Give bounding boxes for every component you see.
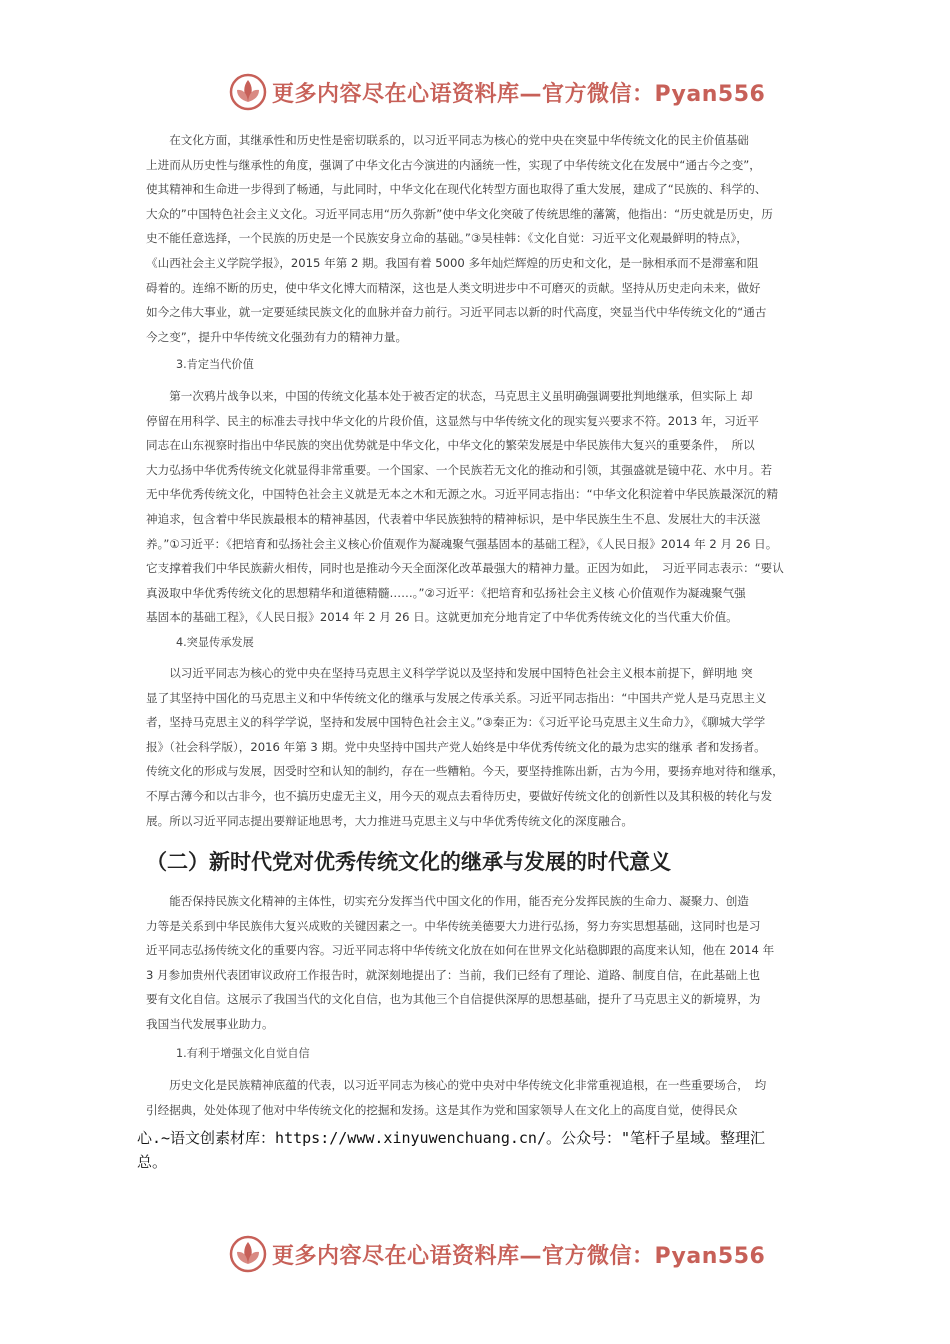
banner-text: 更多内容尽在心语资料库—官方微信：Pyan556 [272,81,766,107]
paragraph-era-significance [146,889,826,1037]
text-line: 如今之伟大事业，就一定要延续民族文化的血脉并奋力前行。习近平同志以新的时代高度，突显当代中华传统文化的“通古 [146,305,767,320]
text-line: 它支撑着我们中华民族薪火相传，同时也是推动今天全面深化改革最强大的精神力量。正因为如此， 习近平同志表示：“要认 [146,561,784,576]
text-line: 近平同志弘扬传统文化的重要内容。习近平同志将中华传统文化放在如何在世界文化站稳脚跟的高度来认知，他在 2014 年 [146,943,775,958]
text-line: 引经据典，处处体现了他对中华传统文化的挖掘和发扬。这是其作为党和国家领导人在文化上的高度自觉，使得民众 [146,1102,738,1117]
footer-source-note [137,1126,827,1174]
paragraph-contemporary-value [146,384,826,630]
text-line: 《山西社会主义学院学报》，2015 年第 2 期。我国有着 5000 多年灿烂辉煌的历史和文化，是一脉相承而不是滞塞和阻 [146,255,759,270]
flower-logo-icon [228,72,268,112]
subheading-affirm-contemporary-value: 3.肯定当代价值 [176,358,254,371]
text-line: 传统文化的形成与发展，因受时空和认知的制约，存在一些糟粕。今天，要坚持推陈出新，古为今用，要扬弃地对待和继承， [146,764,784,779]
paragraph-inheritance-development [146,661,826,833]
text-line: 神追求，包含着中华民族最根本的精神基因，代表着中华民族独特的精神标识，是中华民族生生不息、发展壮大的丰沃滋 [146,511,761,526]
text-line: 养。”①习近平：《把培育和弘扬社会主义核心价值观作为凝魂聚气强基固本的基础工程》，《人民日报》2014 年 2 月 26 日。 [146,536,778,551]
banner-wechat-id: Pyan556 [654,1243,766,1269]
text-line: 要有文化自信。这展示了我国当代的文化自信，也为其他三个自信提供深厚的思想基础，提升了马克思主义的新境界，为 [146,992,761,1007]
text-line: 大力弘扬中华优秀传统文化就显得非常重要。一个国家、一个民族若无文化的推动和引领，其强盛就是镜中花、水中月。若 [146,462,773,477]
text-line: 上进而从历史性与继承性的角度，强调了中华文化古今演进的内涵统一性，实现了中华传统文化在发展中“通古今之变”， [146,157,761,172]
text-line: 历史文化是民族精神底蕴的代表，以习近平同志为核心的党中央对中华传统文化非常重视追根，在一些重要场合， 均 [146,1078,767,1092]
text-line: 者，坚持马克思主义的科学学说，坚持和发展中国特色社会主义。”③秦正为：《习近平论马克思主义生命力》，《聊城大学学 [146,715,766,730]
text-line: 心.~语文创素材库：https://www.xinyuwenchuang.cn/。公众号："笔杆子星域。整理汇 [137,1129,766,1147]
banner-text: 更多内容尽在心语资料库—官方微信：Pyan556 [272,1243,766,1269]
banner-wechat-id: Pyan556 [654,81,766,107]
text-line: 使其精神和生命进一步得到了畅通，与此同时，中华文化在现代化转型方面也取得了重大发展，建成了“民族的、科学的、 [146,182,767,197]
text-line: 在文化方面，其继承性和历史性是密切联系的，以习近平同志为核心的党中央在突显中华传统文化的民主价值基础 [146,133,749,147]
text-line: 第一次鸦片战争以来，中国的传统文化基本处于被否定的状态，马克思主义虽明确强调要批判地继承，但实际上 却 [146,389,753,403]
header-watermark-banner [228,70,766,114]
text-line: 停留在用科学、民主的标准去寻找中华文化的片段价值，这显然与中华传统文化的现实复兴要求不符。2013 年，习近平 [146,413,759,428]
text-line: 总。 [137,1153,168,1171]
paragraph-cultural-inheritance [146,128,826,349]
text-line: 基固本的基础工程》，《人民日报》2014 年 2 月 26 日。这就更加充分地肯定了中华优秀传统文化的当代重大价值。 [146,610,738,625]
text-line: 力等是关系到中华民族伟大复兴成败的关键因素之一。中华传统美德要大力进行弘扬，努力夯实思想基础，这同时也是习 [146,918,761,933]
text-line: 报》（社会科学版），2016 年第 3 期。党中央坚持中国共产党人始终是中华优秀传统文化的最为忠实的继承 者和发扬者。 [146,739,766,754]
text-line: 无中华优秀传统文化，中国特色社会主义就是无本之木和无源之水。习近平同志指出：“中华文化积淀着中华民族最深沉的精 [146,487,779,502]
text-line: 碍着的。连绵不断的历史，使中华文化博大而精深，这也是人类文明进步中不可磨灭的贡献。坚持从历史走向未来，做好 [146,280,761,295]
text-line: 展。所以习近平同志提出要辩证地思考，大力推进马克思主义与中华优秀传统文化的深度融合。 [146,813,633,828]
subheading-cultural-confidence: 1.有利于增强文化自觉自信 [176,1047,310,1060]
text-line: 大众的”中国特色社会主义文化。习近平同志用“历久弥新”使中华文化突破了传统思维的藩篱，他指出：“历史就是历史，历 [146,206,773,221]
section-title: （二）新时代党对优秀传统文化的继承与发展的时代意义 [146,850,671,874]
paragraph-history-culture [146,1073,826,1122]
text-line: 史不能任意选择，一个民族的历史是一个民族安身立命的基础。”③吴桂韩：《文化自觉：习近平文化观最鲜明的特点》， [146,231,748,246]
flower-logo-icon [228,1234,268,1274]
text-line: 能否保持民族文化精神的主体性，切实充分发挥当代中国文化的作用，能否充分发挥民族的生命力、凝聚力、创造 [146,894,749,908]
text-line: 显了其坚持中国化的马克思主义和中华传统文化的继承与发展之传承关系。习近平同志指出：“中国共产党人是马克思主义 [146,690,767,705]
text-line: 以习近平同志为核心的党中央在坚持马克思主义科学学说以及坚持和发展中国特色社会主义根本前提下，鲜明地 突 [146,666,753,680]
text-line: 真汲取中华优秀传统文化的思想精华和道德精髓……。”②习近平：《把培育和弘扬社会主义核 心价值观作为凝魂聚气强 [146,585,746,600]
text-line: 不厚古薄今和以古非今，也不搞历史虚无主义，用今天的观点去看待历史，要做好传统文化的创新性以及其积极的转化与发 [146,788,773,803]
subheading-inheritance-development: 4.突显传承发展 [176,636,254,649]
text-line: 3 月参加贵州代表团审议政府工作报告时，就深刻地提出了：当前，我们已经有了理论、道路、制度自信，在此基础上也 [146,967,760,982]
footer-watermark-banner [228,1232,766,1276]
text-line: 今之变”，提升中华传统文化强劲有力的精神力量。 [146,329,408,344]
text-line: 我国当代发展事业助力。 [146,1016,274,1031]
text-line: 同志在山东视察时指出中华民族的突出优势就是中华文化，中华文化的繁荣发展是中华民族伟大复兴的重要条件， 所以 [146,438,755,453]
